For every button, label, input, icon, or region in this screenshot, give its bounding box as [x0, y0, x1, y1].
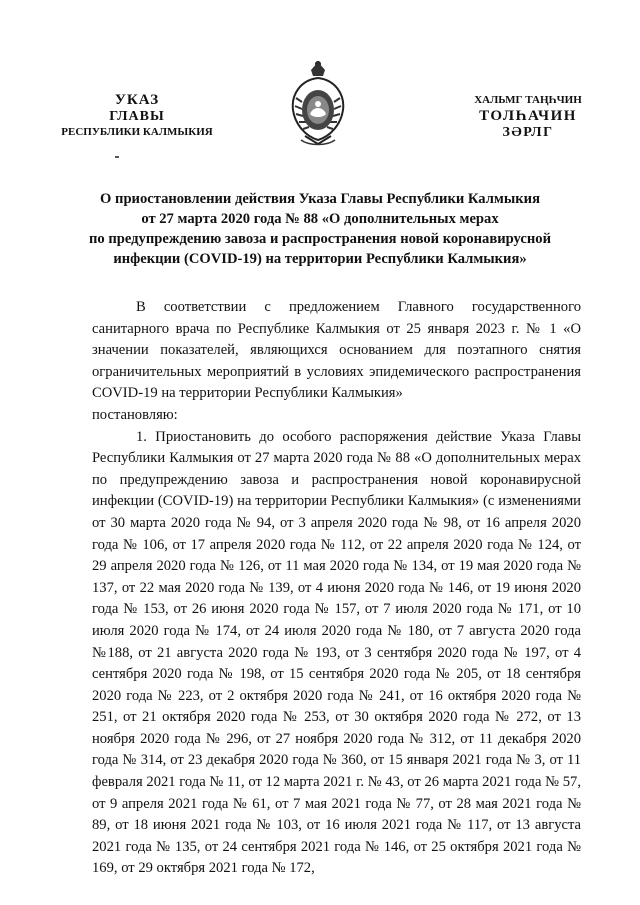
title-line2: от 27 марта 2020 года № 88 «О дополнительных мерах	[141, 211, 499, 227]
header-left-line1: УКАЗ	[114, 92, 160, 108]
title-line1: О приостановлении действия Указа Главы Республики Калмыкия	[100, 191, 540, 207]
header-right-block	[448, 92, 608, 141]
document-body	[92, 297, 581, 880]
header-right-line1: ХАЛЬМГ ТАҢҺЧИН	[474, 94, 582, 106]
item-1-paragraph: 1. Приостановить до особого распоряжения действие Указа Главы Республики Калмыкия от 27 марта 2020 года № 88 «О дополнительных мерах по предупреждению завоза и распространения новой коронавирусной инфекции (COVID-19) на территории Республики Калмыкия» (с изменениями от 30 марта 2020 года № 94, от 3 апреля 2020 года № 98, от 16 апреля 2020 года № 106, от 17 апреля 2020 года № 112, от 22 апреля 2020 года № 124, от 29 апреля 2020 года № 126, от 11 мая 2020 года № 134, от 19 мая 2020 года № 137, от 22 мая 2020 года № 139, от 4 июня 2020 года № 146, от 19 июня 2020 года № 153, от 26 июня 2020 года № 157, от 7 июля 2020 года № 171, от 10 июля 2020 года № 174, от 24 июля 2020 года № 180, от 7 августа 2020 года №188, от 21 августа 2020 года № 193, от 3 сентября 2020 года № 197, от 4 сентября 2020 года № 198, от 15 сентября 2020 года № 205, от 18 сентября 2020 года № 223, от 2 октября 2020 года № 241, от 16 октября 2020 года № 251, от 21 октября 2020 года № 253, от 30 октября 2020 года № 272, от 13 ноября 2020 года № 296, от 27 ноября 2020 года № 312, от 11 декабря 2020 года № 314, от 23 декабря 2020 года № 360, от 15 января 2021 года № 3, от 11 февраля 2021 года № 11, от 12 марта 2021 г. № 43, от 26 марта 2021 года № 57, от 9 апреля 2021 года № 61, от 7 мая 2021 года № 77, от 28 мая 2021 года № 89, от 18 июня 2021 года № 103, от 16 июля 2021 года № 117, от 13 августа 2021 года № 135, от 24 сентября 2021 года № 146, от 25 октября 2021 года № 169, от 29 октября 2021 года № 172,	[92, 428, 581, 877]
header-right-line2: ТОЛҺАЧИН	[479, 108, 577, 124]
scan-speck	[115, 156, 119, 158]
kalmykia-coat-of-arms-icon	[283, 58, 353, 148]
title-line4: инфекции (COVID-19) на территории Республики Калмыкия»	[113, 251, 527, 267]
document-title	[70, 189, 570, 269]
header-left-line3: РЕСПУБЛИКИ КАЛМЫКИЯ	[61, 126, 213, 138]
preamble-paragraph: В соответствии с предложением Главного государственного санитарного врача по Республике Калмыкия от 25 января 2023 г. № 1 «О значении показателей, являющихся основанием для поэтапного снятия ограничительных мероприятий в условиях эпидемического распространения COVID-19 на территории Республики Калмыкия»	[92, 299, 581, 402]
header-left-line2: ГЛАВЫ	[109, 109, 165, 124]
title-line3: по предупреждению завоза и распространения новой коронавирусной	[89, 231, 551, 247]
header-left-block	[52, 92, 222, 140]
header-right-line3: ЗӘРЛГ	[502, 125, 554, 140]
decree-word: постановляю:	[92, 406, 178, 423]
